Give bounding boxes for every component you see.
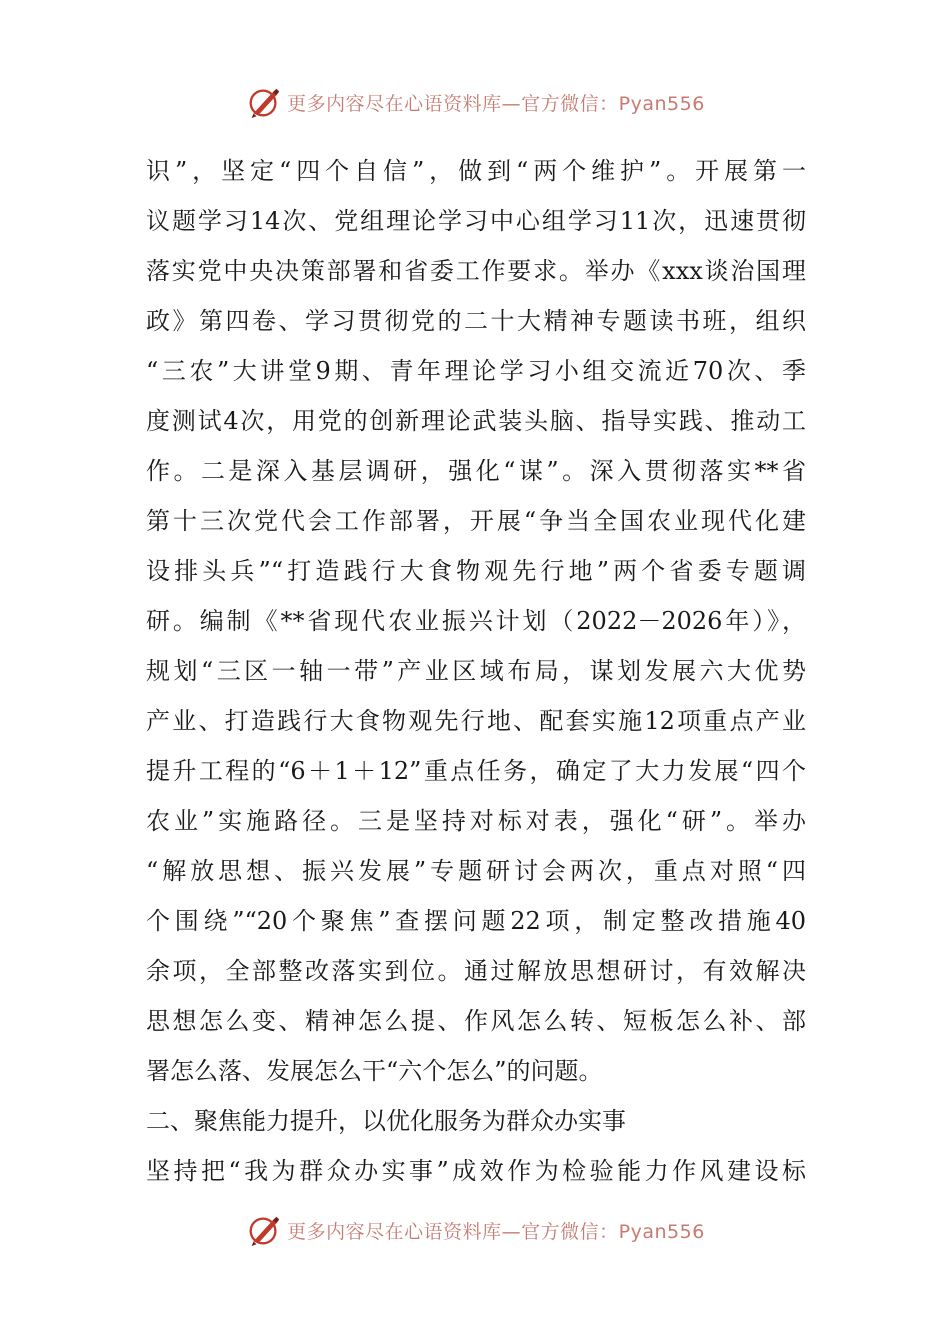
text-line: 个围绕”“20个聚焦”查摆问题22项，制定整改措施40 [146,907,806,935]
text-line: 余项，全部整改落实到位。通过解放思想研讨，有效解决 [146,957,806,985]
watermark-text: 更多内容尽在心语资料库—官方微信：Pyan556 [287,92,705,115]
text-line: 作。二是深入基层调研，强化“谋”。深入贯彻落实**省 [146,457,806,485]
text-line: 农业”实施路径。三是坚持对标对表，强化“研”。举办 [146,807,806,835]
text-line: 识”，坚定“四个自信”，做到“两个维护”。开展第一 [146,157,806,185]
text-line: 规划“三区一轴一带”产业区域布局，谋划发展六大优势 [146,657,806,685]
document-body [146,146,806,1196]
text-line: 度测试4次，用党的创新理论武装头脑、指导实践、推动工 [146,407,806,435]
text-line: 政》第四卷、学习贯彻党的二十大精神专题读书班，组织 [146,307,806,335]
text-line: “三农”大讲堂9期、青年理论学习小组交流近70次、季 [146,357,806,385]
text-line: “解放思想、振兴发展”专题研讨会两次，重点对照“四 [146,857,806,885]
text-line: 第十三次党代会工作部署，开展“争当全国农业现代化建 [146,507,806,535]
text-line: 思想怎么变、精神怎么提、作风怎么转、短板怎么补、部 [146,1007,806,1035]
text-line: 议题学习14次、党组理论学习中心组学习11次，迅速贯彻 [146,207,806,235]
pen-logo-icon [245,83,283,121]
text-line: 研。编制《**省现代农业振兴计划（2022－2026年）》， [146,607,806,635]
text-line: 署怎么落、发展怎么干“六个怎么”的问题。 [146,1057,603,1085]
text-line: 设排头兵”“打造践行大食物观先行地”两个省委专题调 [146,557,806,585]
section-heading: 二、聚焦能力提升，以优化服务为群众办实事 [146,1107,626,1135]
text-line: 落实党中央决策部署和省委工作要求。举办《xxx谈治国理 [146,257,806,285]
watermark-banner-top [0,82,950,122]
text-line: 提升工程的“6＋1＋12”重点任务，确定了大力发展“四个 [146,757,806,785]
text-line: 坚持把“我为群众办实事”成效作为检验能力作风建设标 [146,1157,806,1185]
text-line: 产业、打造践行大食物观先行地、配套实施12项重点产业 [146,707,806,735]
pen-logo-icon [245,1211,283,1249]
watermark-banner-bottom [0,1210,950,1250]
watermark-text: 更多内容尽在心语资料库—官方微信：Pyan556 [287,1220,705,1243]
